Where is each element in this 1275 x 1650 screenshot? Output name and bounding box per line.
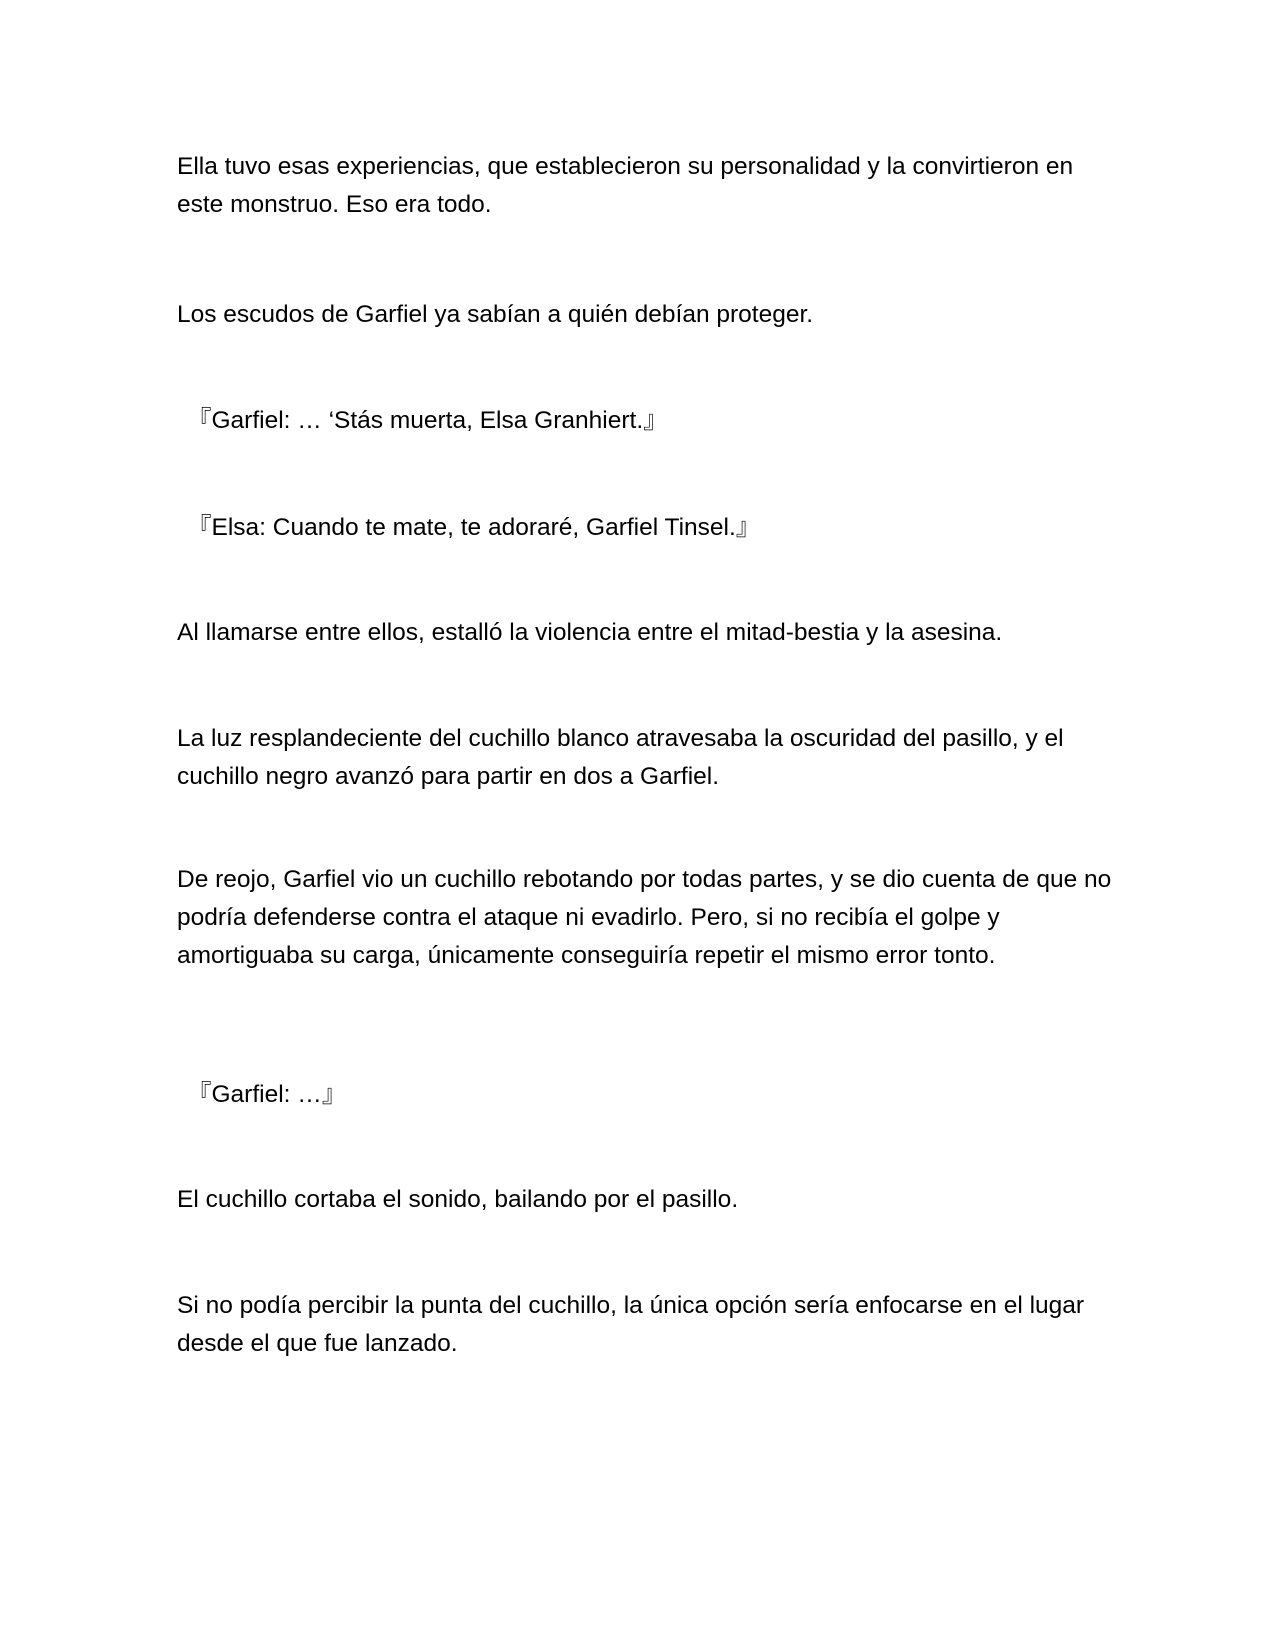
paragraph-5: De reojo, Garfiel vio un cuchillo rebotando por todas partes, y se dio cuenta de que no podría defenderse contra el ataque ni evadirlo. Pero, si no recibía el golpe y amortiguaba su carga, únicamente conseguiría repetir el mismo error tonto. (177, 866, 1112, 969)
paragraph-6: El cuchillo cortaba el sonido, bailando por el pasillo. (177, 1186, 739, 1213)
paragraph-2: Los escudos de Garfiel ya sabían a quién debían proteger. (177, 301, 814, 328)
paragraph-1: Ella tuvo esas experiencias, que establecieron su personalidad y la convirtieron en este monstruo. Eso era todo. (177, 153, 1074, 218)
paragraph-3: Al llamarse entre ellos, estalló la violencia entre el mitad-bestia y la asesina. (177, 619, 1003, 646)
dialogue-garfiel-2: 『Garfiel: …』 (187, 1081, 347, 1108)
paragraph-7: Si no podía percibir la punta del cuchillo, la única opción sería enfocarse en el lugar desde el que fue lanzado. (177, 1292, 1085, 1357)
dialogue-elsa: 『Elsa: Cuando te mate, te adoraré, Garfiel Tinsel.』 (187, 514, 761, 541)
dialogue-garfiel-1: 『Garfiel: … ‘Stás muerta, Elsa Granhiert.』 (187, 407, 668, 434)
paragraph-4: La luz resplandeciente del cuchillo blanco atravesaba la oscuridad del pasillo, y el cuchillo negro avanzó para partir en dos a Garfiel. (177, 725, 1064, 790)
